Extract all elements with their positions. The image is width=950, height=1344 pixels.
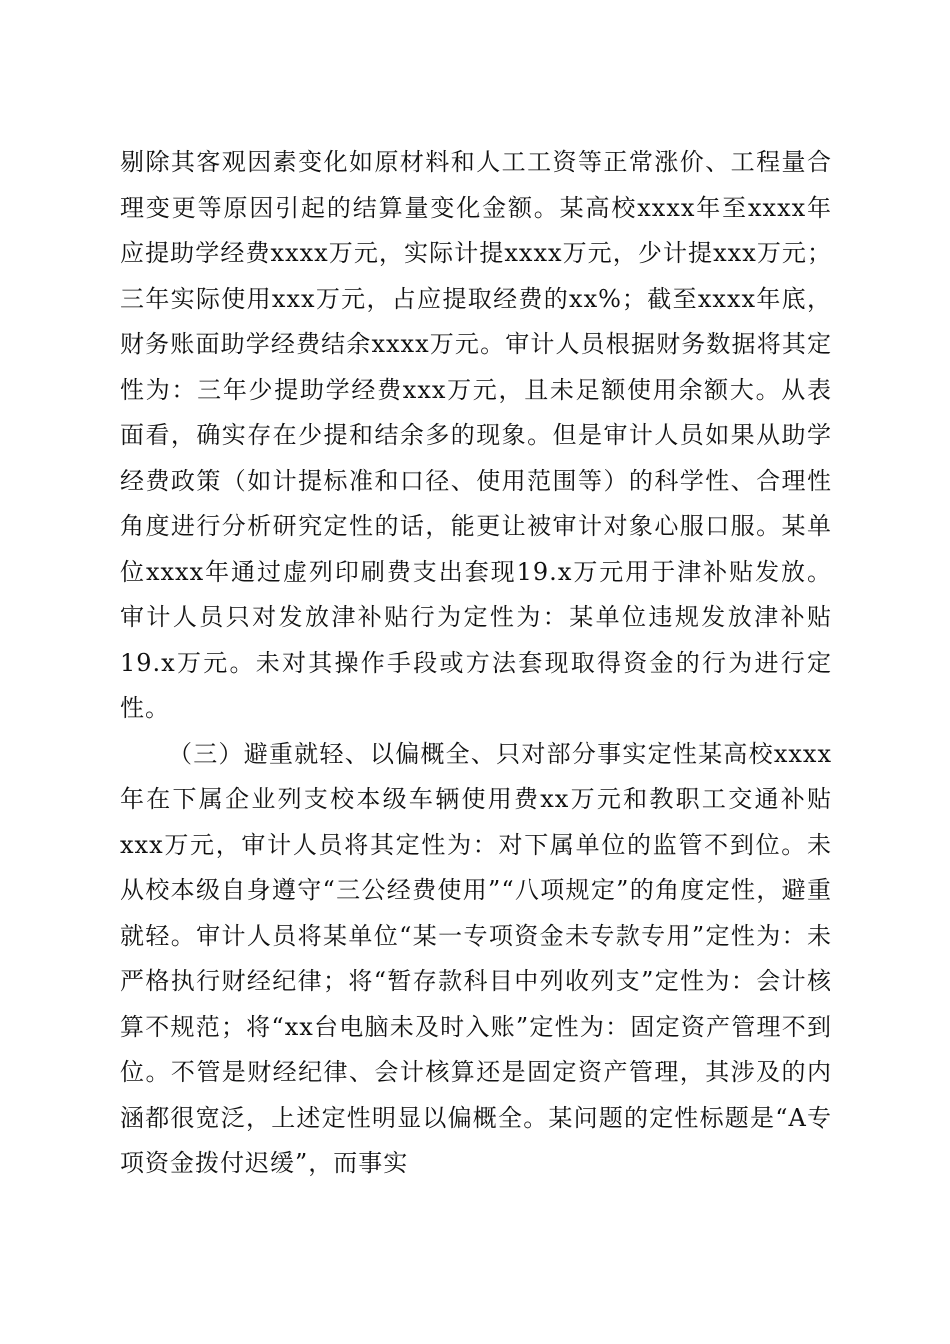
paragraph-section-three: （三）避重就轻、以偏概全、只对部分事实定性某高校xxxx年在下属企业列支校本级车辆使用费xx万元和教职工交通补贴xxx万元，审计人员将其定性为：对下属单位的监管不到位。未从校本级自身遵守“三公经费使用”“八项规定”的角度定性，避重就轻。审计人员将某单位“某一专项资金未专款专用”定性为：未严格执行财经纪律；将“暂存款科目中列收列支”定性为：会计核算不规范；将“xx台电脑未及时入账”定性为：固定资产管理不到位。不管是财经纪律、会计核算还是固定资产管理，其涉及的内涵都很宽泛，上述定性明显以偏概全。某问题的定性标题是“A专项资金拨付迟缓”，而事实 <box>120 739 832 1177</box>
paragraph-continued: 剔除其客观因素变化如原材料和人工工资等正常涨价、工程量合理变更等原因引起的结算量变化金额。某高校xxxx年至xxxx年应提助学经费xxxx万元，实际计提xxxx万元，少计提xxx万元；三年实际使用xxx万元，占应提取经费的xx%；截至xxxx年底，财务账面助学经费结余xxxx万元。审计人员根据财务数据将其定性为：三年少提助学经费xxx万元，且未足额使用余额大。从表面看，确实存在少提和结余多的现象。但是审计人员如果从助学经费政策（如计提标准和口径、使用范围等）的科学性、合理性角度进行分析研究定性的话，能更让被审计对象心服口服。某单位xxxx年通过虚列印刷费支出套现19.x万元用于津补贴发放。审计人员只对发放津补贴行为定性为：某单位违规发放津补贴19.x万元。未对其操作手段或方法套现取得资金的行为进行定性。 <box>120 148 832 722</box>
document-body <box>120 140 832 1187</box>
